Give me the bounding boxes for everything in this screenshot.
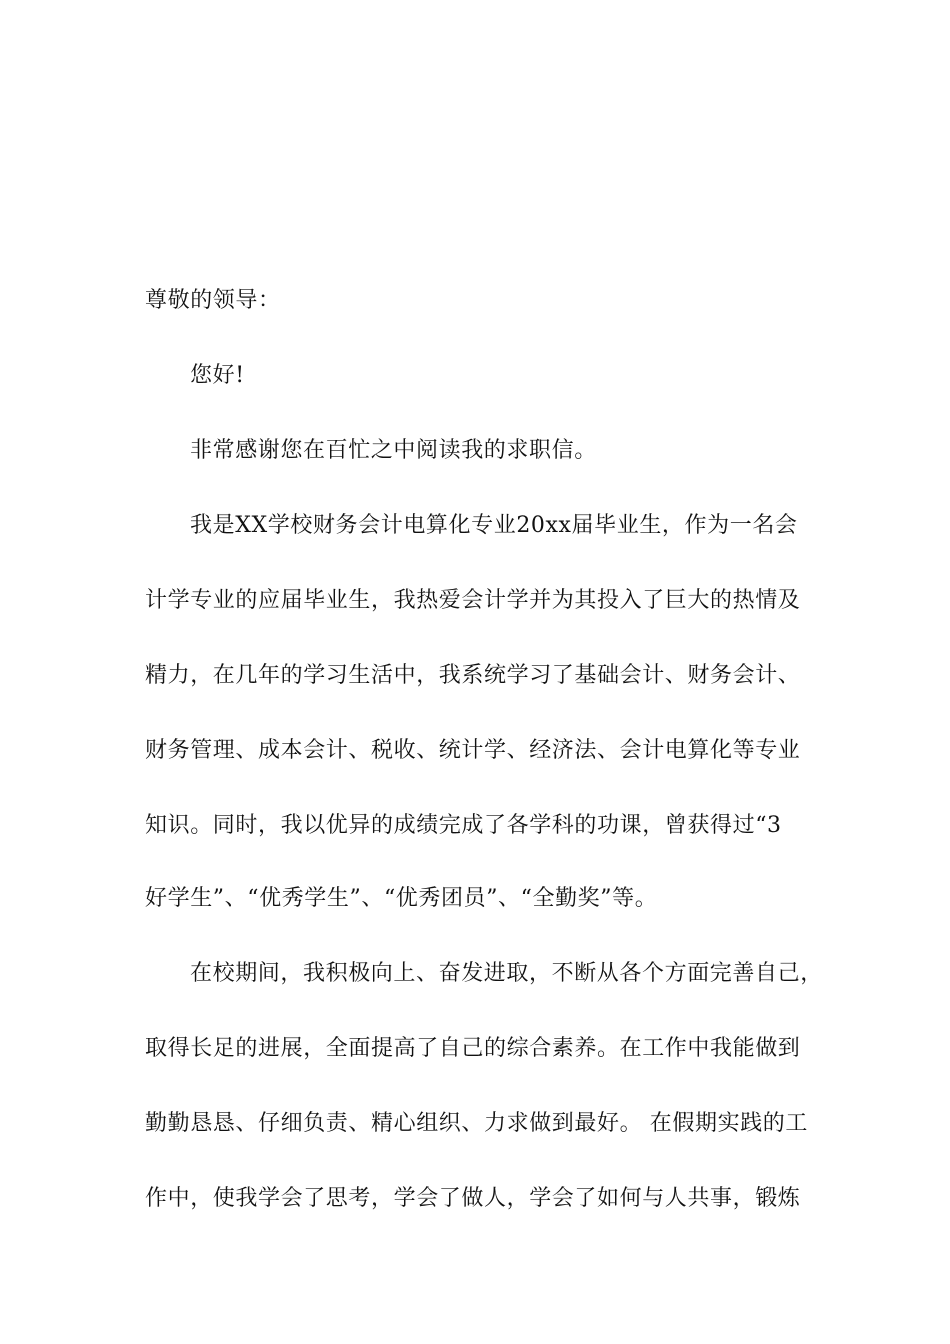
paragraph-line: 我是XX学校财务会计电算化专业20xx届毕业生，作为一名会	[190, 513, 798, 538]
paragraph-line: 勤勤恳恳、仔细负责、精心组织、力求做到最好。 在假期实践的工	[145, 1111, 808, 1136]
salutation: 尊敬的领导：	[145, 288, 281, 313]
paragraph-line: 计学专业的应届毕业生，我热爱会计学并为其投入了巨大的热情及	[145, 588, 801, 613]
paragraph-line: 在校期间，我积极向上、奋发进取，不断从各个方面完善自己，	[190, 961, 823, 986]
paragraph-line: 作中，使我学会了思考，学会了做人，学会了如何与人共事，锻炼	[145, 1186, 801, 1211]
paragraph-line: 好学生”、“优秀学生”、“优秀团员”、“全勤奖”等。	[145, 886, 658, 911]
greeting: 您好!	[190, 363, 245, 388]
paragraph-line: 非常感谢您在百忙之中阅读我的求职信。	[190, 438, 597, 463]
paragraph-line: 知识。同时，我以优异的成绩完成了各学科的功课，曾获得过“3	[145, 813, 782, 838]
paragraph-line: 财务管理、成本会计、税收、统计学、经济法、会计电算化等专业	[145, 738, 801, 763]
paragraph-line: 精力，在几年的学习生活中，我系统学习了基础会计、财务会计、	[145, 663, 801, 688]
paragraph-line: 取得长足的进展，全面提高了自己的综合素养。在工作中我能做到	[145, 1036, 801, 1061]
